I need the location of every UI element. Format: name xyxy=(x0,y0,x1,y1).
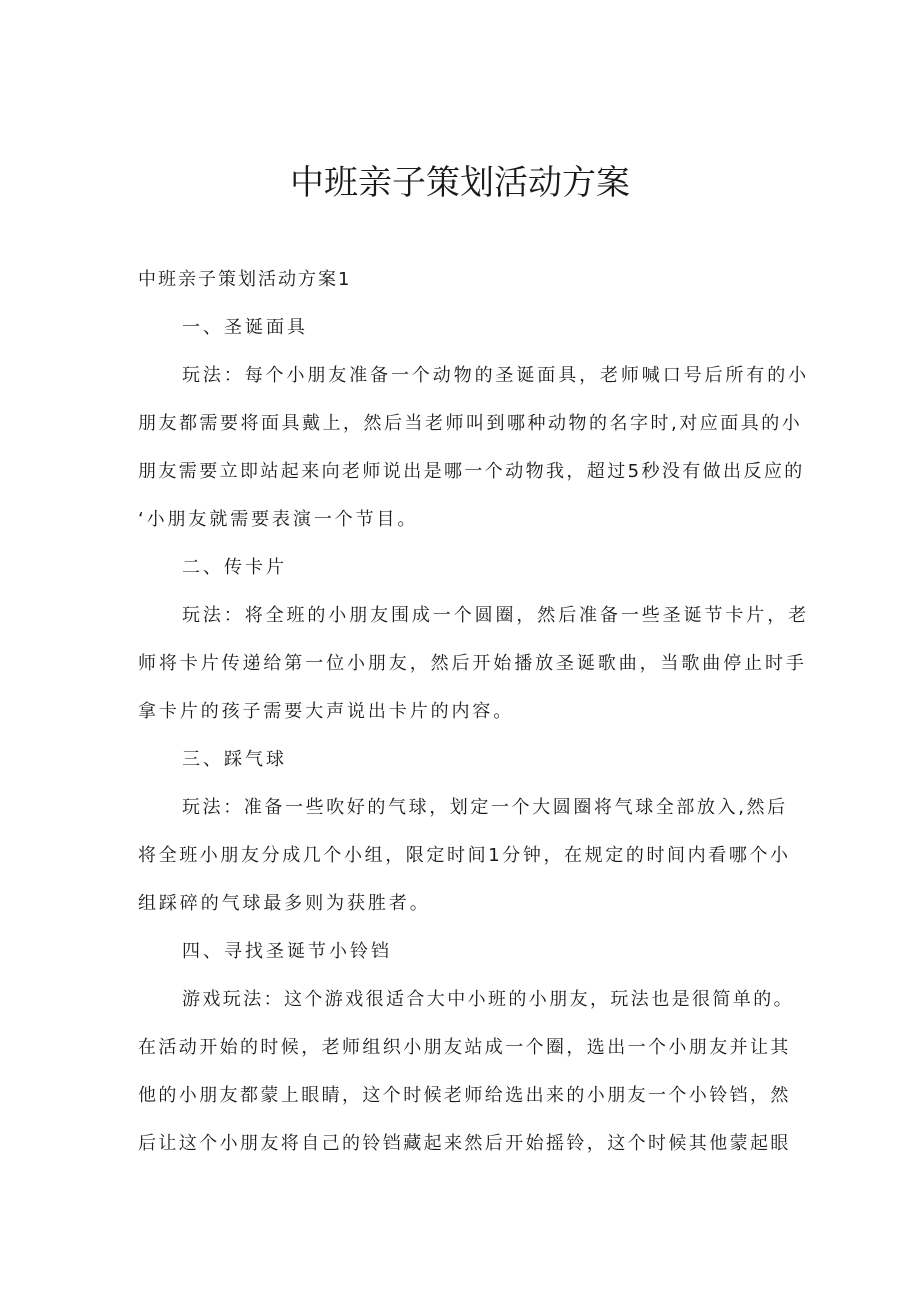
paragraph-line: 游戏玩法：这个游戏很适合大中小班的小朋友，玩法也是很简单的。 xyxy=(182,989,794,1010)
paragraph-line: 他的小朋友都蒙上眼睛，这个时候老师给选出来的小朋友一个小铃铛，然 xyxy=(138,1085,791,1106)
paragraph-line: 玩法：每个小朋友准备一个动物的圣诞面具，老师喊口号后所有的小 xyxy=(182,365,809,386)
paragraph-line: 朋友需要立即站起来向老师说出是哪一个动物我，超过5秒没有做出反应的 xyxy=(138,461,805,482)
paragraph-line: 朋友都需要将面具戴上，然后当老师叫到哪种动物的名字时,对应面具的小 xyxy=(138,413,803,434)
document-subtitle: 中班亲子策划活动方案1 xyxy=(138,269,352,290)
paragraph-line: 组踩碎的气球最多则为获胜者。 xyxy=(138,893,431,914)
paragraph-line: 后让这个小朋友将自己的铃铛藏起来然后开始摇铃，这个时候其他蒙起眼 xyxy=(138,1133,791,1154)
paragraph-line: ‘小朋友就需要表演一个节目。 xyxy=(138,509,419,530)
section-heading-1: 一、圣诞面具 xyxy=(182,317,308,338)
section-heading-3: 三、踩气球 xyxy=(182,749,287,770)
section-heading-2: 二、传卡片 xyxy=(182,557,287,578)
document-title: 中班亲子策划活动方案 xyxy=(290,163,630,203)
paragraph-line: 玩法：将全班的小朋友围成一个圆圈，然后准备一些圣诞节卡片，老 xyxy=(182,605,809,626)
paragraph-line: 玩法：准备一些吹好的气球，划定一个大圆圈将气球全部放入,然后 xyxy=(182,797,788,818)
paragraph-line: 在活动开始的时候，老师组织小朋友站成一个圈，选出一个小朋友并让其 xyxy=(138,1037,791,1058)
section-heading-4: 四、寻找圣诞节小铃铛 xyxy=(182,941,392,962)
paragraph-line: 拿卡片的孩子需要大声说出卡片的内容。 xyxy=(138,701,515,722)
paragraph-line: 将全班小朋友分成几个小组，限定时间1分钟，在规定的时间内看哪个小 xyxy=(138,845,791,866)
paragraph-line: 师将卡片传递给第一位小朋友，然后开始播放圣诞歌曲，当歌曲停止时手 xyxy=(138,653,807,674)
